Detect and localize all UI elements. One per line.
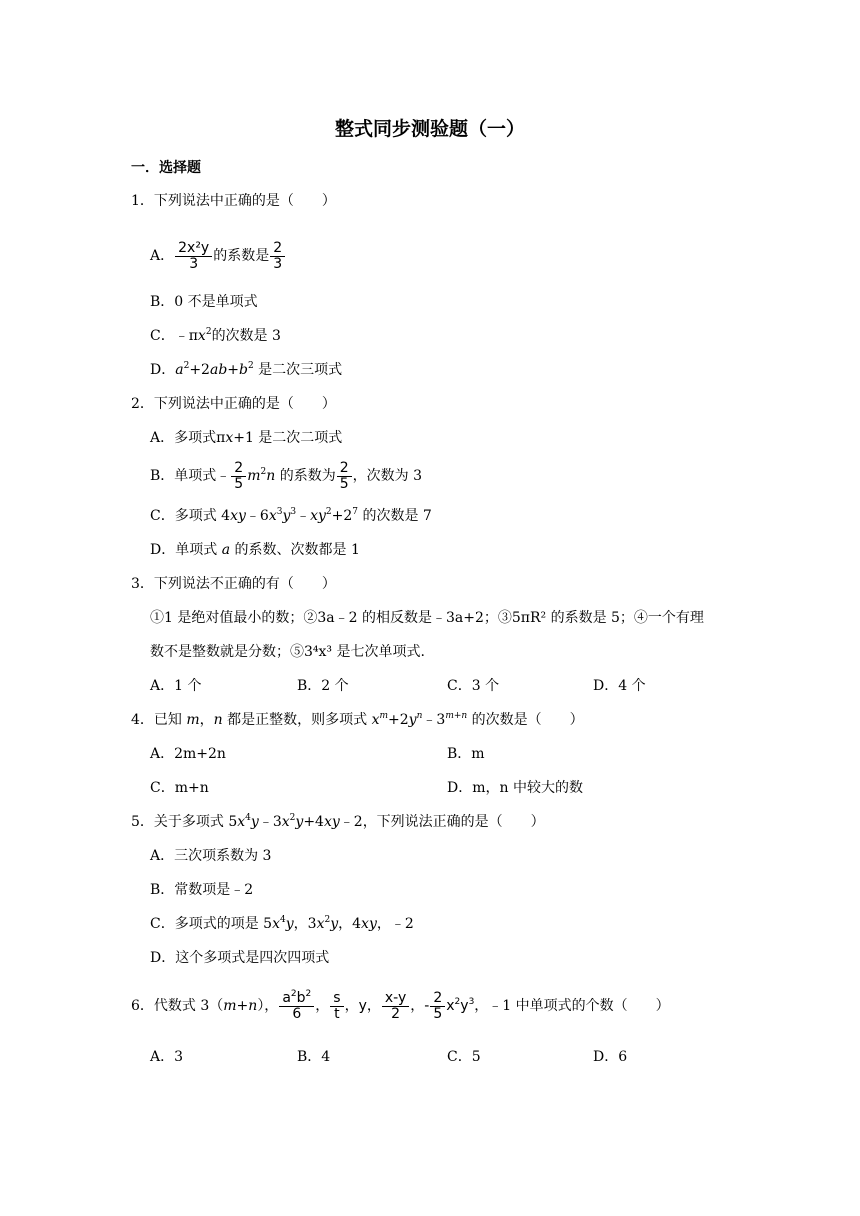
fraction	[231, 461, 246, 492]
stem-text: ，下列说法正确的是（ ）	[362, 814, 545, 830]
fraction-numerator: 2	[430, 991, 445, 1007]
option-text: C．多项式 4	[150, 508, 231, 524]
question-3-option-d: D．4 个	[593, 678, 646, 694]
question-4-option-d: D．m，n 中较大的数	[447, 780, 583, 796]
option-text: 是二次三项式	[258, 362, 343, 378]
fraction-numerator: 2	[231, 461, 246, 477]
fraction-denominator: t	[334, 1005, 340, 1022]
question-6-option-a: A．3	[150, 1049, 184, 1065]
question-3-stem: 3．下列说法不正确的有（ ）	[131, 576, 336, 592]
option-text: 的系数为	[279, 468, 336, 484]
question-3-line-2: 数不是整数就是分数；⑤3⁴x³ 是七次单项式.	[150, 644, 425, 660]
question-5-option-c: C．多项式的项是 $5x^4y$，$3x^2y$，4xy，﹣2	[150, 915, 414, 932]
option-label: D．	[150, 362, 176, 378]
option-label: A．	[150, 248, 175, 264]
stem-text: 5．关于多项式 5	[131, 814, 238, 830]
question-5-option-d: D．这个多项式是四次四项式	[150, 950, 330, 966]
fraction-denominator: 5	[339, 475, 349, 492]
question-4-option-c: C．m+n	[150, 780, 209, 796]
question-5-option-a: A．三次项系数为 3	[150, 848, 272, 864]
fraction-numerator: x-y	[382, 991, 409, 1007]
question-6-stem: 6．代数式 3（m+n）， $\frac{a^2b^2}{6}$ ， $\frac{s}{t}$ ，y， $\frac{x-y}{2}$ ，- $\frac{2}{5}$ $x^2y^3$，﹣1 中单项式的个数（ ）	[131, 988, 670, 1022]
question-6-option-d: D．6	[593, 1049, 628, 1065]
question-6-option-b: B．4	[297, 1049, 331, 1065]
question-5-option-b: B．常数项是﹣2	[150, 882, 254, 898]
question-3-option-b: B．2 个	[297, 678, 349, 694]
question-3-option-a: A．1 个	[150, 678, 202, 694]
question-2-stem: 2．下列说法中正确的是（ ）	[131, 396, 336, 412]
stem-text: 的次数是（ ）	[471, 712, 584, 728]
question-1-stem: 1．下列说法中正确的是（ ）	[131, 193, 336, 209]
fraction	[382, 991, 409, 1022]
option-text: D．单项式	[150, 542, 222, 558]
question-4-option-b: B．m	[447, 746, 485, 762]
option-text: ，次数为 3	[352, 468, 422, 484]
question-3-line-1: ①1 是绝对值最小的数；②3a﹣2 的相反数是﹣3a+2；③5πR² 的系数是 5；④一个有理	[150, 610, 704, 626]
question-6-option-c: C．5	[447, 1049, 481, 1065]
section-heading: 一．选择题	[131, 160, 201, 176]
fraction-denominator: 3	[273, 255, 283, 272]
term: -	[424, 998, 430, 1014]
option-text: 的次数是 7	[362, 508, 432, 524]
fraction-denominator: 5	[433, 1005, 443, 1022]
option-text: A．多项式π	[150, 430, 226, 446]
page-title: 整式同步测验题（一）	[334, 118, 525, 140]
stem-text: 6．代数式 3（	[131, 998, 224, 1014]
option-text: +1 是二次二项式	[233, 430, 343, 446]
fraction	[175, 241, 212, 272]
fraction-denominator: 2	[391, 1005, 401, 1022]
option-text: C．多项式的项是 5	[150, 916, 273, 932]
fraction-numerator: s	[330, 991, 343, 1007]
fraction-numerator: 2	[270, 241, 285, 257]
question-1-option-c: C．$﹣\pi x^2$的次数是 3	[150, 327, 281, 344]
fraction-numerator: 2x²y	[175, 241, 212, 257]
question-1-option-b: B．0 不是单项式	[150, 294, 258, 310]
option-text: 的系数、次数都是 1	[230, 542, 360, 558]
question-2-option-c: C．多项式 $4xy﹣6x^3y^3﹣xy^2+2^7$ 的次数是 7	[150, 507, 432, 524]
term: y	[358, 998, 367, 1014]
fraction-numerator: 2	[337, 461, 352, 477]
fraction-denominator: 3	[189, 255, 199, 272]
fraction	[270, 241, 285, 272]
fraction	[330, 991, 343, 1022]
option-text: 的系数是	[213, 248, 270, 264]
fraction	[279, 988, 314, 1022]
question-1-option-a	[150, 236, 286, 276]
question-2-option-a: A．多项式πx+1 是二次二项式	[150, 430, 343, 446]
option-text: B．单项式﹣	[150, 468, 231, 484]
question-5-stem: 5．关于多项式 $5x^4y﹣3x^2y+4xy﹣2$，下列说法正确的是（ ）	[131, 813, 545, 830]
term: $x^2y^3$	[446, 997, 475, 1014]
question-4-stem: 4．已知 m，n 都是正整数，则多项式 $x^m+2y^n﹣3^{m+n}$ 的次数是（ ）	[131, 711, 584, 728]
question-2-option-b: B．单项式﹣ $\frac{2}{5}$ $m^2n$ 的系数为 $\frac{2}{5}$ ，次数为 3	[150, 459, 422, 492]
option-text: C．﹣π	[150, 328, 198, 344]
fraction	[430, 991, 445, 1022]
option-text: 的次数是 3	[211, 328, 281, 344]
question-3-option-c: C．3 个	[447, 678, 500, 694]
question-2-option-d: D．单项式 a 的系数、次数都是 1	[150, 542, 360, 558]
fraction-denominator: 6	[292, 1005, 302, 1022]
fraction	[337, 461, 352, 492]
stem-text: 都是正整数，则多项式	[227, 712, 372, 728]
stem-text: ，﹣1 中单项式的个数（ ）	[474, 998, 670, 1014]
fraction-denominator: 5	[234, 475, 244, 492]
question-4-option-a: A．2m+2n	[150, 746, 226, 762]
fraction-numerator: $a^2b^2$	[279, 991, 314, 1007]
question-1-option-d: D．$a^2+2ab+b^2$ 是二次三项式	[150, 361, 343, 378]
stem-text: 4．已知	[131, 712, 187, 728]
